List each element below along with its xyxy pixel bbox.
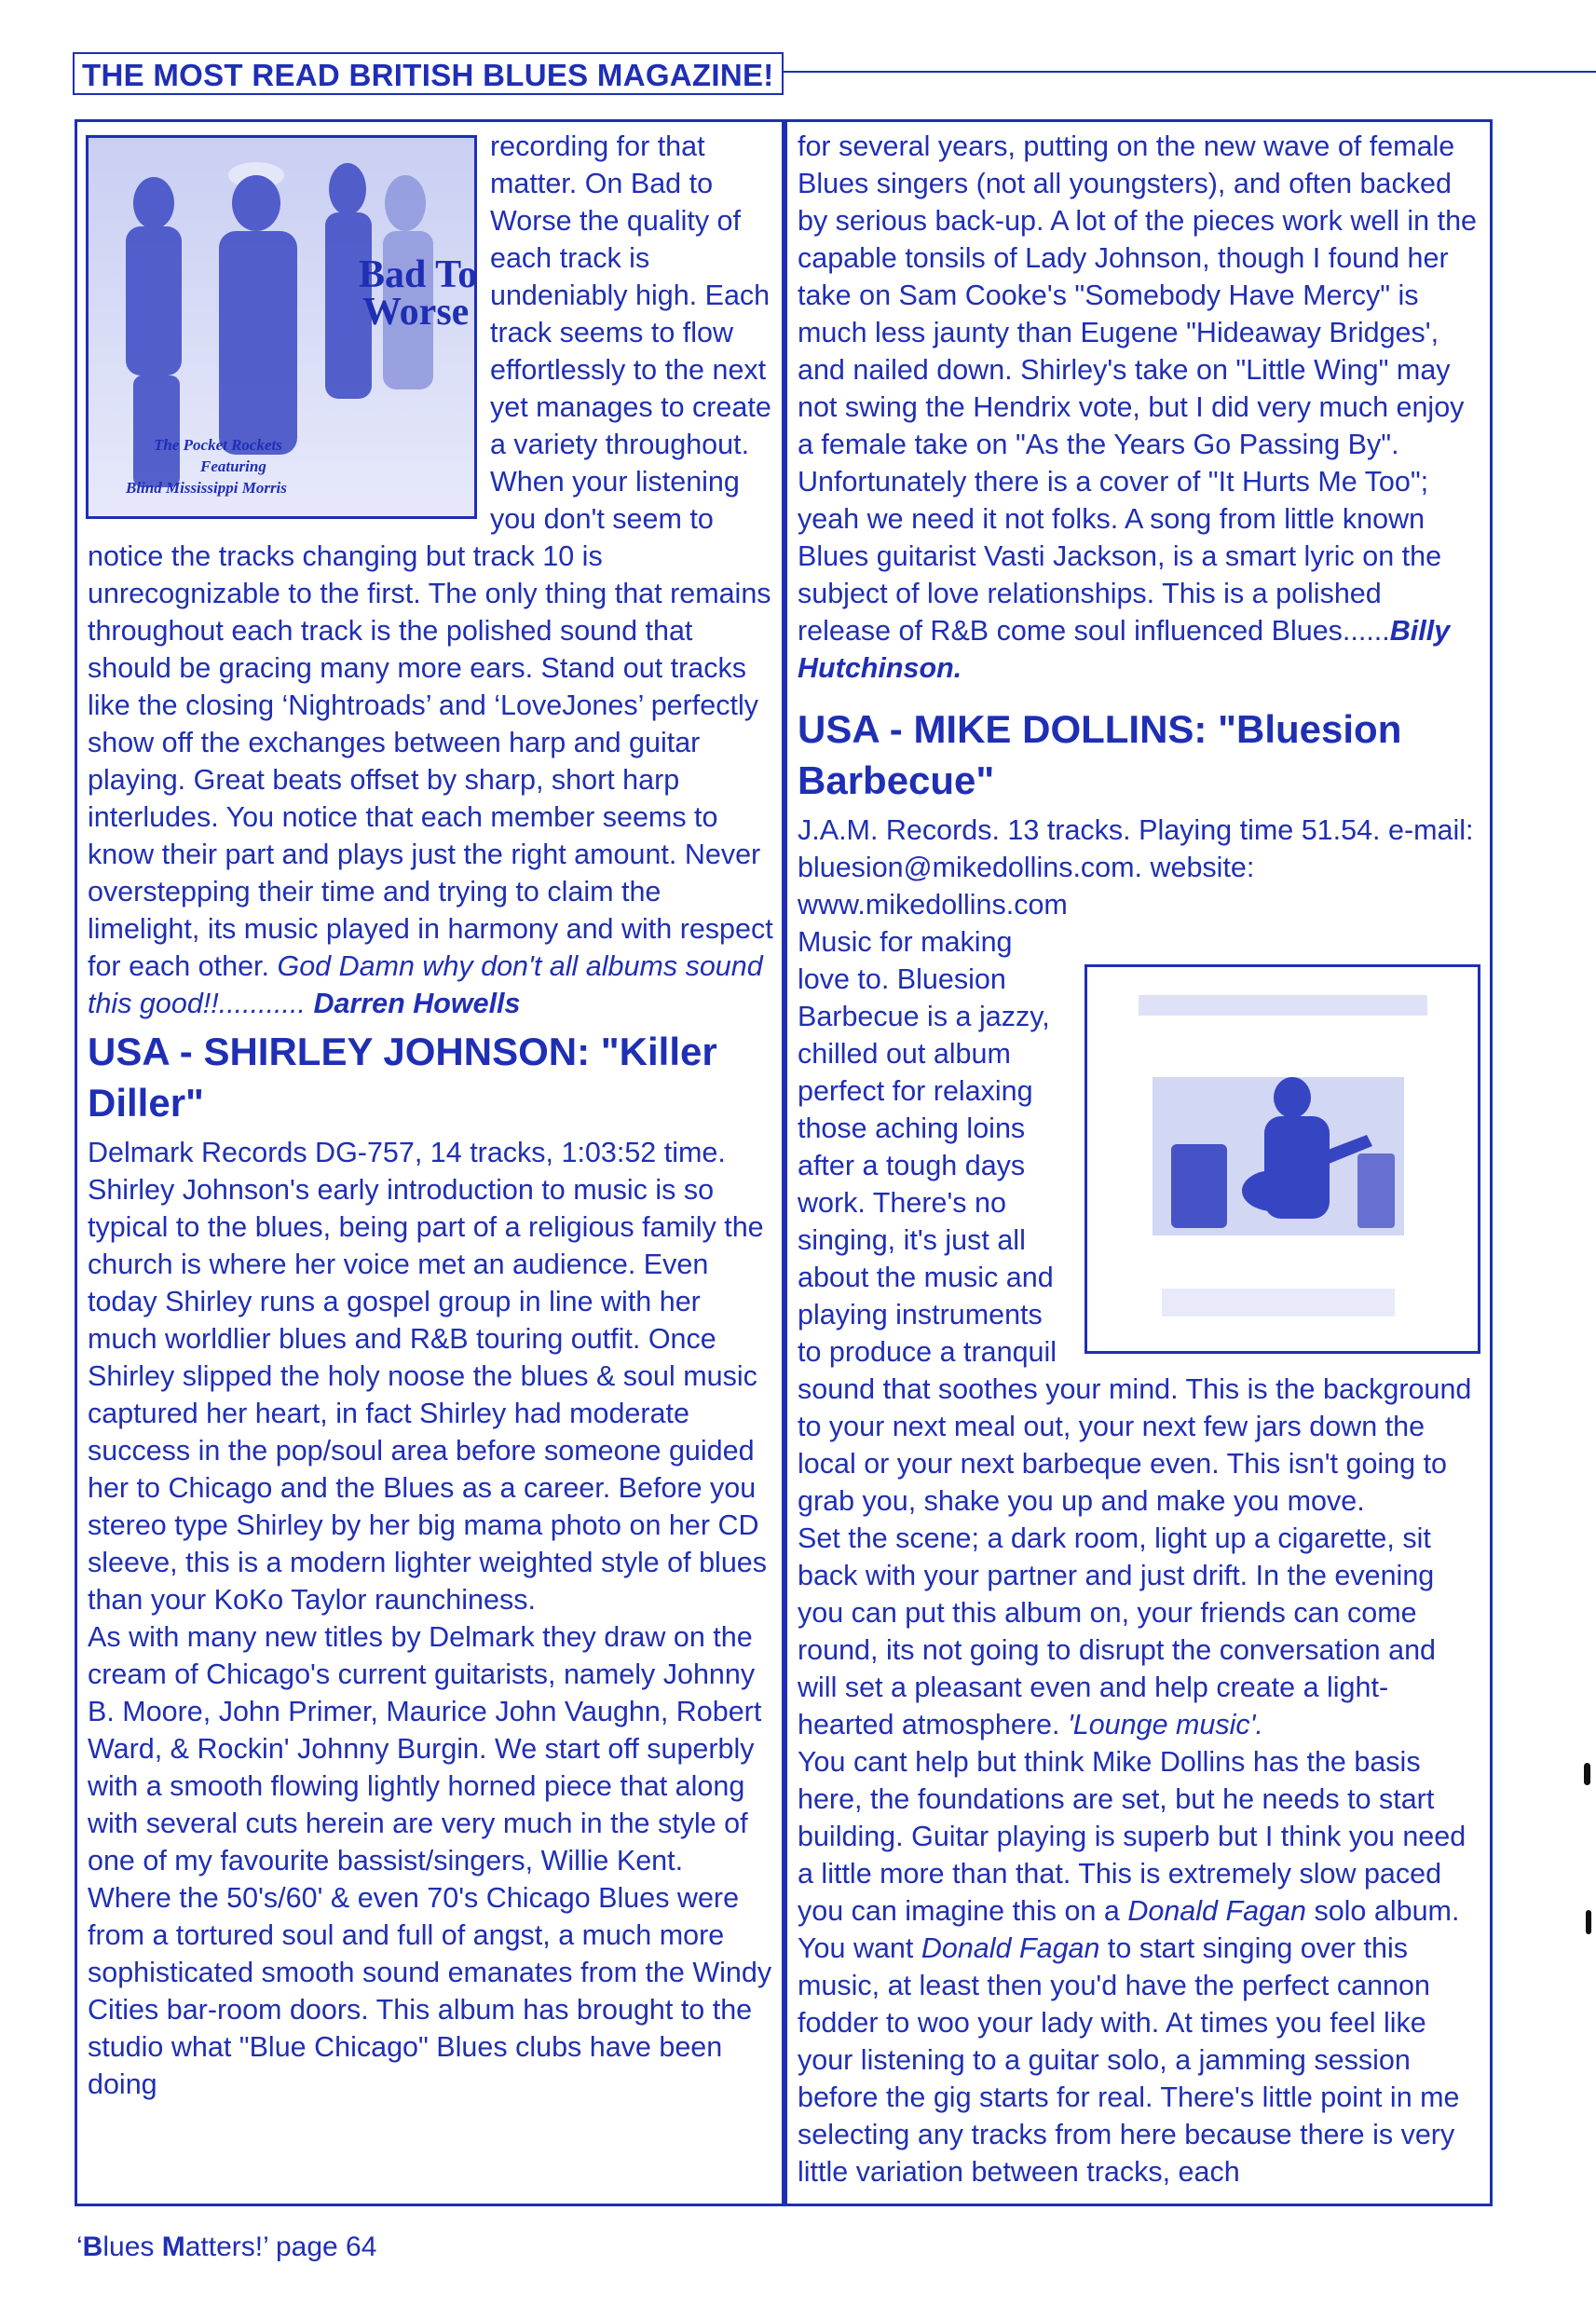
dollins-para2-italic: 'Lounge music'. (1067, 1709, 1263, 1740)
masthead-title: THE MOST READ BRITISH BLUES MAGAZINE! (73, 52, 784, 95)
left-column (75, 119, 784, 2206)
cover-faded-artist (1162, 1289, 1395, 1317)
footer-word2-rest: atters!’ (184, 2231, 268, 2262)
cover-artist-line3: Blind Mississippi Morris (126, 479, 287, 497)
continued-text: for several years, putting on the new wave of female Blues singers (not all youngsters), and often backed by serious back-up. A lot of the pieces work well in the capable tonsils of Lady Johnson, though I found her take on Sam Cooke's "Somebody Have Mercy" is much less jaunty than Eugene "Hideaway Bridges', and nailed down. Shirley's take on "Little Wing" may not swing the Hendrix vote, but I did very much enjoy a female take on "As the Years Go Passing By". Unfortunately there is a cover of "It Hurts Me Too"; yeah we need it not folks. A song from little known Blues guitarist Vasti Jackson, is a smart lyric on the subject of love relationships. This is a polished release of R&B come soul influenced Blues...... (798, 130, 1477, 647)
masthead-rule (783, 71, 1596, 73)
footer-initial-m: M (161, 2231, 185, 2262)
scan-edge-mark-2 (1586, 1910, 1591, 1934)
shirley-review-para2: As with many new titles by Delmark they draw on the cream of Chicago's current guitarists, namely Johnny B. Moore, John Primer, Maurice John Vaughn, Robert Ward, & Rockin' Johnny Burgin. We start off superbly with a smooth flowing lightly horned piece that along with several cuts herein are very much in the style of one of my favourite bassist/singers, Willie Kent. Where the 50's/60' & even 70's Chicago Blues were from a tortured soul and full of angst, a much more sophisticated smooth sound emanates from the Windy Cities bar-room doors. This album has brought to the studio what "Blue Chicago" Blues clubs have been doing (88, 1621, 772, 2100)
album-cover-bad-to-worse (86, 135, 477, 519)
byline-darren-howells: Darren Howells (313, 988, 521, 1019)
cover-title-line2: Worse (362, 291, 470, 334)
cover-title-line1: Bad To (359, 253, 474, 296)
footer-word1-rest: lues (102, 2231, 162, 2262)
dollins-para3 (798, 1743, 1482, 2190)
review-heading-shirley-johnson: USA - SHIRLEY JOHNSON: "Killer Diller" (88, 1030, 717, 1125)
dollins-para3-italic-1: Donald Fagan (1127, 1895, 1306, 1927)
cover-artist-line2: Featuring (200, 457, 266, 475)
cover-faded-title (1139, 995, 1427, 1016)
footer-quote-open: ‘ (76, 2231, 83, 2262)
dollins-para3-part-c: to start singing over this music, at least then you'd have the perfect cannon fodder to woo your lady with. At times you feel like your listening to a guitar solo, a jamming session before the gig starts for real. There's little point in me selecting any tracks from here because there is very little variation between tracks, each (798, 1932, 1460, 2188)
continued-paragraph (798, 128, 1482, 687)
page-footer (76, 2229, 376, 2266)
dollins-para3-italic-2: Donald Fagan (921, 1932, 1100, 1964)
scan-edge-mark-1 (1584, 1763, 1590, 1785)
intro-text: recording for that matter. On Bad to Worse the quality of each track is undeniably high. Each track seems to flow effortlessly to the next yet manages to create a variety throughout. When your listening you don't seem to notice the tracks changing but track 10 is unrecognizable to the first. The only thing that remains throughout each track is the polished sound that should be gracing many more ears. Stand out tracks like the closing ‘Nightroads’ and ‘LoveJones’ perfectly show off the exchanges between harp and guitar playing. Great beats offset by sharp, short harp interludes. You notice that each member seems to know their part and plays just the right amount. Never overstepping their time and trying to claim the limelight, its music played in harmony and with respect for each other. (88, 130, 773, 982)
dollins-para2 (798, 1520, 1482, 1743)
album-cover-bluesion-barbecue (1084, 964, 1480, 1354)
footer-initial-b: B (82, 2231, 103, 2262)
dollins-para3-part-b: solo album. You want (798, 1895, 1460, 1964)
dollins-para2-text: Set the scene; a dark room, light up a cigarette, sit back with your partner and just drift. In the evening you can put this album on, your friends can come round, its not going to disrupt the conversation and will set a pleasant even and help create a light-hearted atmosphere. (798, 1522, 1436, 1740)
intro-italic: God Damn why don't all albums sound this good!!........... (88, 950, 763, 1019)
right-column (784, 119, 1493, 2206)
byline-billy-hutchinson: Billy Hutchinson. (798, 615, 1451, 684)
shirley-review-para1: Delmark Records DG-757, 14 tracks, 1:03:52 time. Shirley Johnson's early introduction to music is so typical to the blues, being part of a religious family the church is where her voice met an audience. Even today Shirley runs a gospel group in line with her much worldlier blues and R&B touring outfit. Once Shirley slipped the holy noose the blues & soul music captured her heart, in fact Shirley had moderate success in the pop/soul area before someone guided her to Chicago and the Blues as a career. Before you stereo type Shirley by her big mama photo on her CD sleeve, this is a modern lighter weighted style of blues than your KoKo Taylor raunchiness. (88, 1137, 767, 1616)
footer-page-number: page 64 (267, 2231, 377, 2262)
band-photo-image (89, 138, 474, 516)
dollins-para1: Music for making love to. Bluesion Barbecue is a jazzy, chilled out album perfect for relaxing those aching loins after a tough days work. There's no singing, it's just all about the music and playing instruments to produce a tranquil sound that soothes your mind. This is the background to your next meal out, your next few jars down the local or your next barbeque even. This isn't going to grab you, shake you up and make you move. (798, 926, 1472, 1517)
dollins-info-line: J.A.M. Records. 13 tracks. Playing time 51.54. e-mail: bluesion@mikedollins.com. website: www.mikedollins.com (798, 814, 1474, 921)
guitarist-photo-image (1087, 967, 1478, 1351)
dollins-para3-part-a: You cant help but think Mike Dollins has the basis here, the foundations are set, but he needs to start building. Guitar playing is superb but I think you need a little more than that. This is extremely slow paced you can imagine this on a (798, 1746, 1466, 1927)
cover-artist-line1: The Pocket Rockets (154, 436, 282, 454)
review-heading-mike-dollins: USA - MIKE DOLLINS: "Bluesion Barbecue" (798, 707, 1402, 802)
